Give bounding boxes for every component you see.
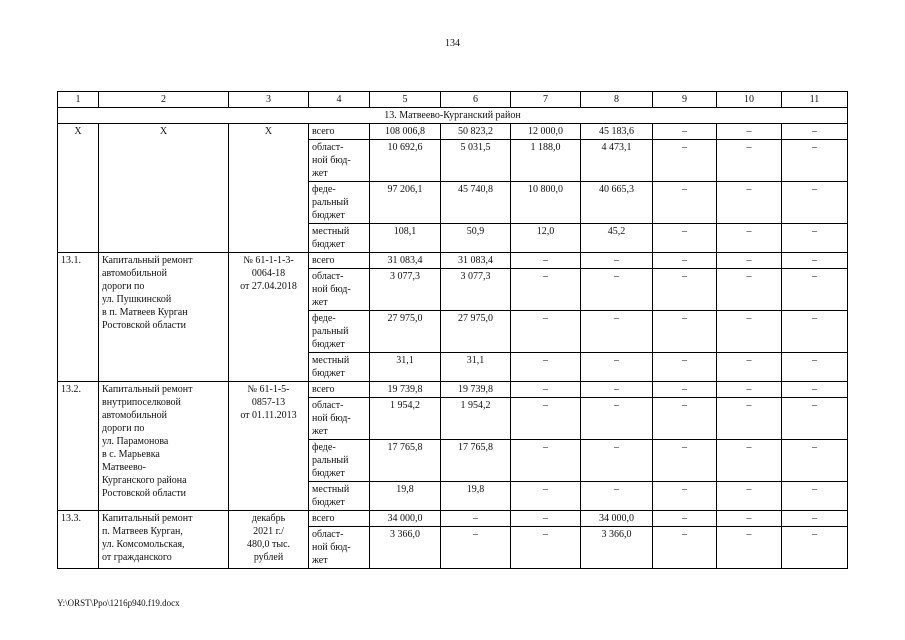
header-row [58,92,848,108]
amount-cell: – [581,253,653,269]
district-row [58,108,848,124]
amount-cell: 50 823,2 [441,124,511,140]
amount-cell: – [782,398,848,440]
amount-cell: – [653,398,717,440]
item-name: Капитальный ремонт внутрипоселковой автомобильной дороги по ул. Парамонова в с. Марьевка Матвеево- Курганского района Ростовской области [99,382,229,511]
amount-cell: – [653,527,717,569]
amount-cell: – [717,382,782,398]
amount-cell: – [782,440,848,482]
amount-cell: – [782,382,848,398]
amount-cell: – [581,269,653,311]
item-number: 13.3. [58,511,99,569]
amount-cell: – [717,511,782,527]
amount-cell: 108 006,8 [370,124,441,140]
amount-cell: – [717,353,782,382]
item-row [58,382,848,398]
amount-cell: 19 739,8 [441,382,511,398]
header-cell: 8 [581,92,653,108]
amount-cell: – [782,511,848,527]
amount-cell: – [653,440,717,482]
budget-source-label: местный бюджет [309,224,370,253]
total-col1: Х [58,124,99,253]
amount-cell: – [581,382,653,398]
amount-cell: 45,2 [581,224,653,253]
amount-cell: 19,8 [370,482,441,511]
amount-cell: – [717,140,782,182]
amount-cell: – [717,440,782,482]
header-cell: 11 [782,92,848,108]
page-number: 134 [445,38,460,49]
amount-cell: – [782,182,848,224]
amount-cell: – [511,398,581,440]
amount-cell: – [782,353,848,382]
amount-cell: 40 665,3 [581,182,653,224]
budget-source-label: всего [309,382,370,398]
header-cell: 1 [58,92,99,108]
amount-cell: – [782,269,848,311]
amount-cell: – [653,140,717,182]
amount-cell: – [782,527,848,569]
amount-cell: – [717,253,782,269]
amount-cell: – [717,311,782,353]
amount-cell: – [511,382,581,398]
amount-cell: – [581,353,653,382]
item-name: Капитальный ремонт п. Матвеев Курган, ул. Комсомольская, от гражданского [99,511,229,569]
amount-cell: – [511,440,581,482]
amount-cell: 10 692,6 [370,140,441,182]
amount-cell: – [653,269,717,311]
item-row [58,253,848,269]
amount-cell: 10 800,0 [511,182,581,224]
amount-cell: – [511,527,581,569]
header-cell: 7 [511,92,581,108]
amount-cell: – [441,527,511,569]
header-cell: 5 [370,92,441,108]
amount-cell: 27 975,0 [441,311,511,353]
item-document: декабрь 2021 г./ 480,0 тыс. рублей [229,511,309,569]
amount-cell: 19 739,8 [370,382,441,398]
amount-cell: 27 975,0 [370,311,441,353]
amount-cell: – [511,311,581,353]
amount-cell: – [653,224,717,253]
budget-source-label: феде- ральный бюджет [309,440,370,482]
amount-cell: 108,1 [370,224,441,253]
amount-cell: 19,8 [441,482,511,511]
amount-cell: – [717,482,782,511]
amount-cell: – [782,311,848,353]
amount-cell: 3 077,3 [370,269,441,311]
amount-cell: – [511,253,581,269]
amount-cell: 12 000,0 [511,124,581,140]
amount-cell: – [653,382,717,398]
amount-cell: 45 740,8 [441,182,511,224]
amount-cell: 31 083,4 [441,253,511,269]
amount-cell: 4 473,1 [581,140,653,182]
amount-cell: 1 954,2 [441,398,511,440]
item-name: Капитальный ремонт автомобильной дороги по ул. Пушкинской в п. Матвеев Курган Ростовской области [99,253,229,382]
amount-cell: 1 954,2 [370,398,441,440]
amount-cell: – [511,482,581,511]
file-path-footer: Y:\ORST\Ppo\1216p940.f19.docx [57,598,180,608]
amount-cell: 45 183,6 [581,124,653,140]
total-row [58,124,848,140]
amount-cell: 31,1 [441,353,511,382]
amount-cell: – [782,140,848,182]
amount-cell: – [653,124,717,140]
amount-cell: – [511,269,581,311]
amount-cell: – [511,353,581,382]
amount-cell: – [717,398,782,440]
budget-source-label: местный бюджет [309,482,370,511]
total-col2: Х [99,124,229,253]
budget-source-label: всего [309,511,370,527]
header-cell: 3 [229,92,309,108]
header-cell: 6 [441,92,511,108]
amount-cell: – [717,224,782,253]
amount-cell: – [581,398,653,440]
amount-cell: – [782,482,848,511]
amount-cell: – [782,224,848,253]
amount-cell: 3 366,0 [370,527,441,569]
header-cell: 4 [309,92,370,108]
header-cell: 9 [653,92,717,108]
amount-cell: 31 083,4 [370,253,441,269]
amount-cell: – [441,511,511,527]
amount-cell: – [717,124,782,140]
financing-table [57,91,848,569]
item-row [58,511,848,527]
budget-source-label: местный бюджет [309,353,370,382]
amount-cell: – [653,253,717,269]
amount-cell: 3 366,0 [581,527,653,569]
amount-cell: – [717,182,782,224]
amount-cell: 50,9 [441,224,511,253]
district-title: 13. Матвеево-Курганский район [58,108,848,124]
amount-cell: – [653,182,717,224]
amount-cell: – [653,311,717,353]
item-document: № 61-1-1-3- 0064-18 от 27.04.2018 [229,253,309,382]
amount-cell: 34 000,0 [370,511,441,527]
amount-cell: – [653,353,717,382]
amount-cell: 97 206,1 [370,182,441,224]
amount-cell: 31,1 [370,353,441,382]
amount-cell: 1 188,0 [511,140,581,182]
amount-cell: 34 000,0 [581,511,653,527]
amount-cell: 5 031,5 [441,140,511,182]
budget-source-label: област- ной бюд- жет [309,398,370,440]
amount-cell: – [782,124,848,140]
budget-source-label: област- ной бюд- жет [309,140,370,182]
amount-cell: – [511,511,581,527]
budget-source-label: област- ной бюд- жет [309,527,370,569]
amount-cell: – [581,311,653,353]
header-cell: 2 [99,92,229,108]
amount-cell: – [653,511,717,527]
amount-cell: 3 077,3 [441,269,511,311]
total-col3: Х [229,124,309,253]
item-number: 13.2. [58,382,99,511]
item-number: 13.1. [58,253,99,382]
amount-cell: 17 765,8 [370,440,441,482]
budget-source-label: всего [309,124,370,140]
budget-source-label: феде- ральный бюджет [309,311,370,353]
amount-cell: – [717,269,782,311]
amount-cell: 17 765,8 [441,440,511,482]
amount-cell: – [581,482,653,511]
amount-cell: 12,0 [511,224,581,253]
header-cell: 10 [717,92,782,108]
amount-cell: – [782,253,848,269]
budget-source-label: всего [309,253,370,269]
budget-source-label: феде- ральный бюджет [309,182,370,224]
item-document: № 61-1-5- 0857-13 от 01.11.2013 [229,382,309,511]
amount-cell: – [581,440,653,482]
amount-cell: – [717,527,782,569]
budget-source-label: област- ной бюд- жет [309,269,370,311]
amount-cell: – [653,482,717,511]
